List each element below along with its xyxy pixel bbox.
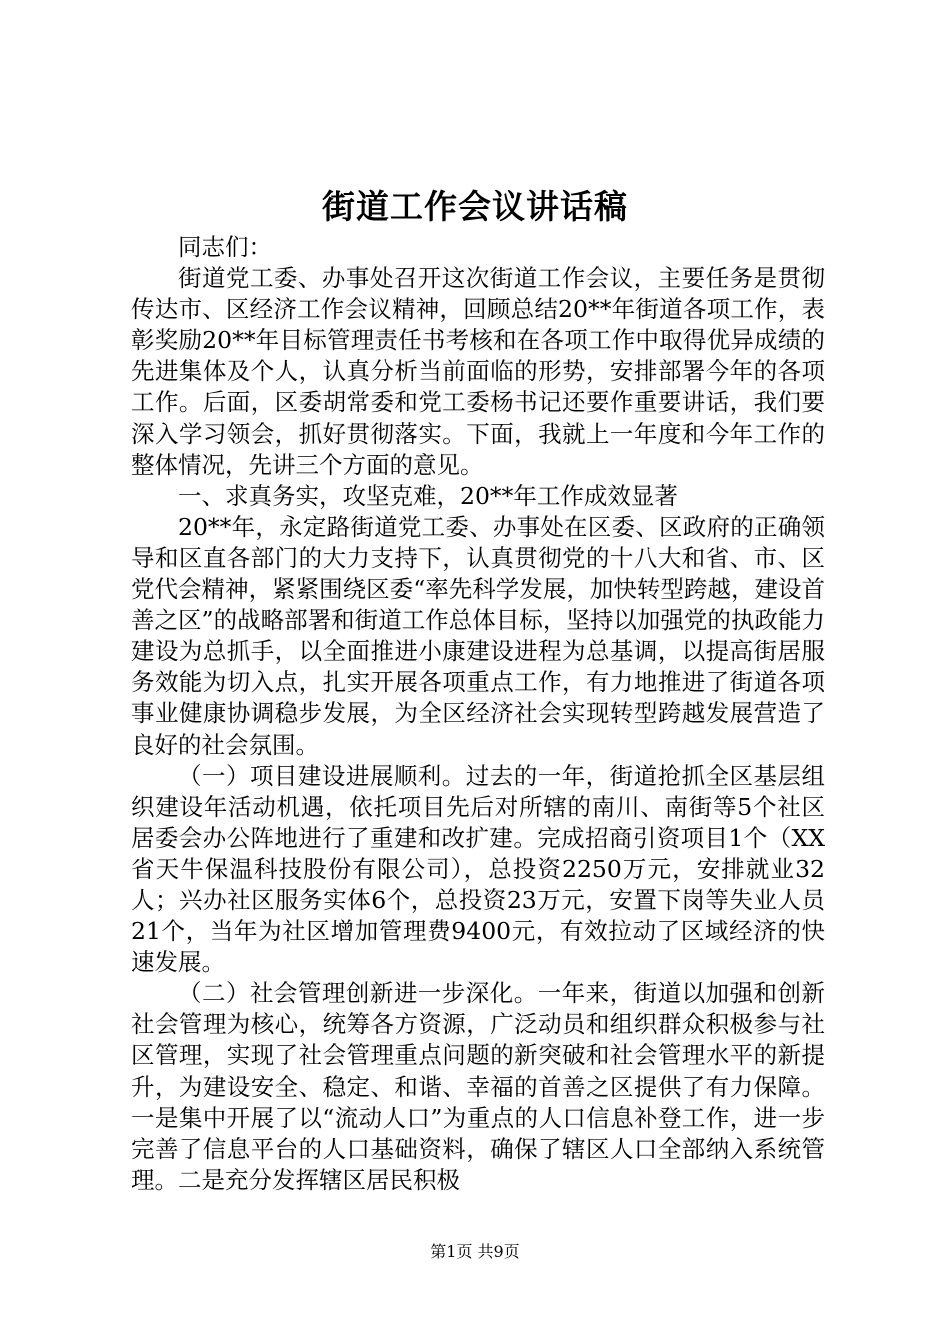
section-heading: 一、求真务实，攻坚克难，20**年工作成效显著 xyxy=(178,481,678,510)
intro-paragraph: 街道党工委、办事处召开这次街道工作会议，主要任务是贯彻传达市、区经济工作会议精神，回顾总结20**年街道各项工作，表彰奖励20**年目标管理责任书考核和在各项工作中取得优异成绩的先进集体及个人，认真分析当前面临的形势，安排部署今年的各项工作。后面，区委胡常委和党工委杨书记还要作重要讲话，我们要深入学习领会，抓好贯彻落实。下面，我就上一年度和今年工作的整体情况，先讲三个方面的意见。 xyxy=(131,264,825,479)
summary-paragraph: 20**年，永定路街道党工委、办事处在区委、区政府的正确领导和区直各部门的大力支持下，认真贯彻党的十八大和省、市、区党代会精神，紧紧围绕区委“率先科学发展，加快转型跨越，建设首善之区”的战略部署和街道工作总体目标，坚持以加强党的执政能力建设为总抓手，以全面推进小康建设进程为总基调，以提高街居服务效能为切入点，扎实开展各项重点工作，有力地推进了街道各项事业健康协调稳步发展，为全区经济社会实现转型跨越发展营造了良好的社会氛围。 xyxy=(131,512,825,759)
salutation-paragraph: 同志们： xyxy=(178,233,272,261)
project-paragraph: （一）项目建设进展顺利。过去的一年，街道抢抓全区基层组织建设年活动机遇，依托项目先后对所辖的南川、南街等5个社区居委会办公阵地进行了重建和改扩建。完成招商引资项目1个（XX省天牛保温科技股份有限公司），总投资2250万元，安排就业32人；兴办社区服务实体6个，总投资23万元，安置下岗等失业人员21个，当年为社区增加管理费9400元，有效拉动了区域经济的快速发展。 xyxy=(131,761,825,977)
document-body xyxy=(131,232,825,1196)
page-footer: 第1页 共9页 xyxy=(430,1242,520,1261)
social-management-paragraph: （二）社会管理创新进一步深化。一年来，街道以加强和创新社会管理为核心，统筹各方资源，广泛动员和组织群众积极参与社区管理，实现了社会管理重点问题的新突破和社会管理水平的新提升，为建设安全、稳定、和谐、幸福的首善之区提供了有力保障。一是集中开展了以“流动人口”为重点的人口信息补登工作，进一步完善了信息平台的人口基础资料，确保了辖区人口全部纳入系统管理。二是充分发挥辖区居民积极 xyxy=(131,979,825,1194)
document-title: 街道工作会议讲话稿 xyxy=(322,187,628,226)
